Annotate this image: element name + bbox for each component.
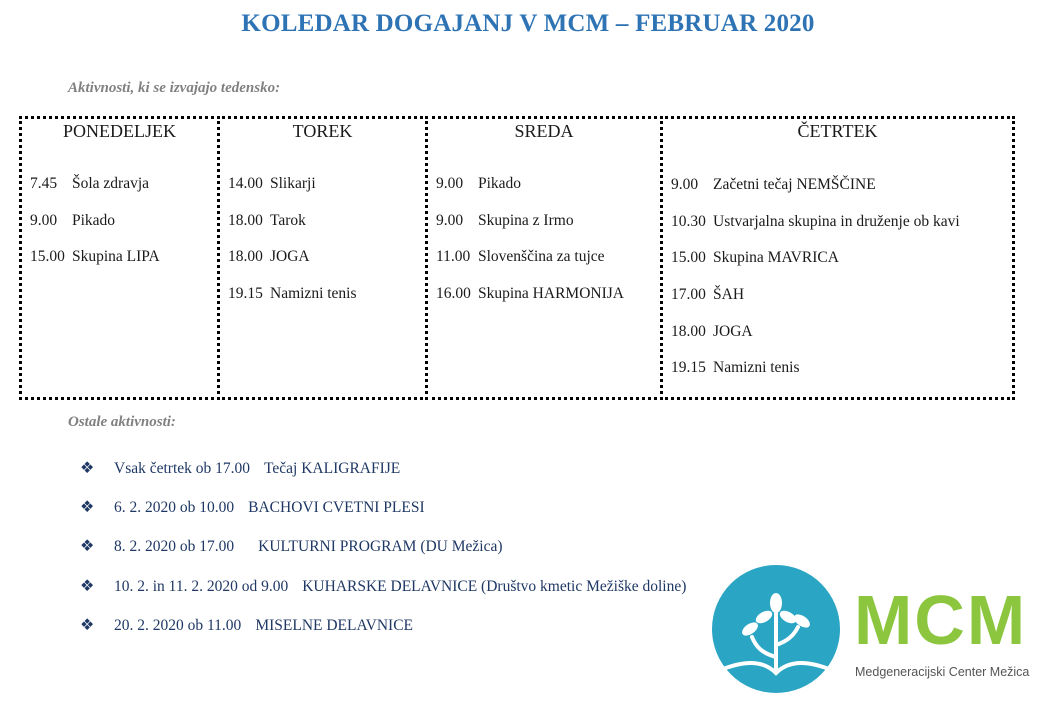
entry-activity: Začetni tečaj NEMŠČINE — [713, 176, 876, 193]
schedule-entry — [436, 175, 656, 212]
entry-time: 7.45 — [30, 175, 58, 192]
event-date: Vsak četrtek ob 17.00 — [114, 460, 251, 477]
entry-time: 9.00 — [30, 211, 58, 229]
other-activities-list — [80, 460, 686, 656]
entry-activity: Namizni tenis — [270, 285, 357, 303]
event-date: 6. 2. 2020 ob 10.00 — [114, 499, 235, 517]
day-entries — [228, 175, 421, 322]
day-column-ponedeljek — [19, 116, 220, 400]
diamond-bullet-icon: ❖ — [80, 458, 95, 477]
entry-activity: Skupina HARMONIJA — [478, 285, 624, 303]
diamond-bullet-icon: ❖ — [80, 614, 95, 634]
entry-time: 14.00 — [228, 175, 263, 192]
entry-time: 18.00 — [228, 211, 263, 229]
schedule-entry — [671, 176, 1008, 213]
entry-time: 9.00 — [436, 175, 464, 192]
list-item — [80, 538, 686, 577]
entry-time: 19.15 — [228, 285, 263, 303]
schedule-entry — [228, 285, 421, 322]
schedule-entry — [671, 286, 1008, 323]
schedule-entry — [436, 285, 656, 322]
logo-wordmark: MCM — [854, 581, 1028, 659]
entry-activity: Skupina MAVRICA — [713, 249, 839, 267]
tree-sprout-icon — [712, 565, 840, 693]
schedule-entry — [228, 212, 421, 249]
event-activity: BACHOVI CVETNI PLESI — [248, 499, 425, 517]
schedule-entry — [30, 248, 213, 285]
entry-time: 10.30 — [671, 212, 706, 230]
day-header: PONEDELJEK — [63, 121, 176, 141]
schedule-entry — [436, 248, 656, 285]
schedule-entry — [228, 248, 421, 285]
event-date: 10. 2. in 11. 2. 2020 od 9.00 — [114, 577, 289, 595]
day-header: SREDA — [514, 121, 574, 141]
mcm-logo — [712, 565, 1042, 693]
entry-time: 16.00 — [436, 285, 471, 303]
day-column-cetrtek — [660, 116, 1015, 400]
entry-activity: Namizni tenis — [713, 359, 800, 377]
diamond-bullet-icon: ❖ — [80, 497, 95, 517]
entry-time: 17.00 — [671, 286, 706, 304]
entry-activity: JOGA — [270, 248, 310, 266]
entry-activity: Pikado — [72, 211, 116, 229]
weekly-activities-label: Aktivnosti, ki se izvajajo tedensko: — [68, 80, 281, 96]
entry-activity: JOGA — [713, 322, 753, 340]
day-header: ČETRTEK — [797, 121, 878, 141]
schedule-entry — [30, 212, 213, 249]
day-column-sreda — [425, 116, 663, 400]
entry-time: 19.15 — [671, 359, 706, 377]
event-date: 8. 2. 2020 ob 17.00 — [114, 538, 235, 556]
entry-activity: Slovenščina za tujce — [478, 248, 605, 266]
day-column-torek — [217, 116, 428, 400]
entry-activity: Skupina LIPA — [72, 248, 160, 266]
weekly-schedule-table — [19, 116, 1015, 400]
schedule-entry — [228, 175, 421, 212]
event-activity: MISELNE DELAVNICE — [255, 616, 414, 634]
day-entries — [436, 175, 656, 322]
entry-time: 15.00 — [30, 248, 65, 266]
page-title: KOLEDAR DOGAJANJ V MCM – FEBRUAR 2020 — [241, 10, 815, 37]
entry-activity: Tarok — [270, 211, 306, 229]
entry-activity: Slikarji — [270, 175, 316, 192]
entry-time: 9.00 — [671, 176, 699, 193]
schedule-entry — [671, 323, 1008, 360]
entry-time: 15.00 — [671, 249, 706, 267]
entry-time: 18.00 — [228, 248, 263, 266]
entry-activity: Šola zdravja — [72, 175, 150, 192]
schedule-entry — [671, 359, 1008, 396]
entry-activity: Ustvarjalna skupina in druženje ob kavi — [713, 212, 960, 230]
logo-subtitle: Medgeneracijski Center Mežica — [855, 665, 1030, 679]
schedule-entry — [671, 213, 1008, 250]
list-item — [80, 614, 686, 656]
other-activities-label: Ostale aktivnosti: — [68, 414, 176, 430]
diamond-bullet-icon: ❖ — [80, 575, 95, 595]
event-activity: Tečaj KALIGRAFIJE — [264, 460, 401, 477]
logo-circle — [712, 565, 840, 693]
event-activity: KULTURNI PROGRAM (DU Mežica) — [258, 538, 503, 556]
list-item — [80, 460, 686, 499]
list-item — [80, 499, 686, 538]
schedule-entry — [30, 175, 213, 212]
day-entries — [671, 176, 1008, 396]
entry-activity: ŠAH — [713, 286, 745, 304]
entry-time: 18.00 — [671, 322, 706, 340]
entry-activity: Skupina z Irmo — [478, 211, 574, 229]
event-date: 20. 2. 2020 ob 11.00 — [114, 616, 242, 634]
schedule-entry — [671, 249, 1008, 286]
entry-activity: Pikado — [478, 175, 522, 192]
event-activity: KUHARSKE DELAVNICE (Društvo kmetic Mežiške doline) — [302, 577, 687, 595]
entry-time: 11.00 — [436, 248, 471, 266]
day-entries — [30, 175, 213, 285]
list-item — [80, 575, 687, 617]
day-header: TOREK — [292, 121, 353, 141]
diamond-bullet-icon: ❖ — [80, 536, 95, 556]
schedule-entry — [436, 212, 656, 249]
entry-time: 9.00 — [436, 211, 464, 229]
